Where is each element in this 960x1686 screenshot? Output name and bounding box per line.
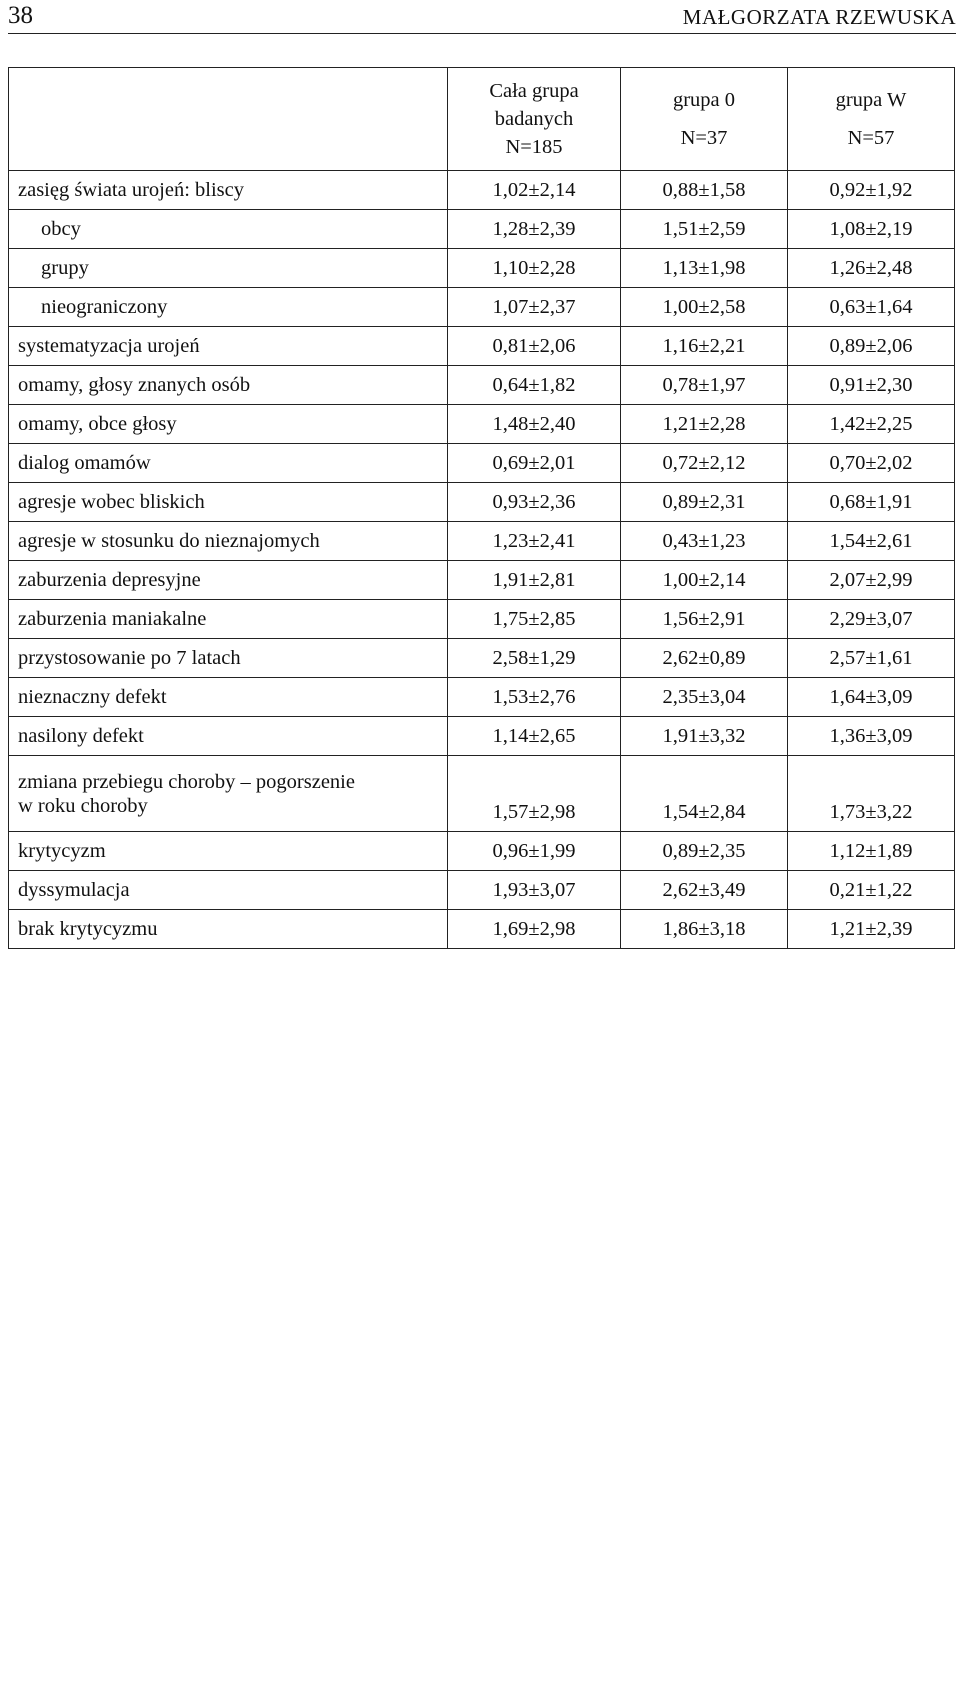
value-cell: 1,54±2,61 [788, 522, 955, 561]
header-line: grupa 0 [672, 89, 736, 111]
value-cell: 0,89±2,06 [788, 327, 955, 366]
value-cell: 1,73±3,22 [788, 756, 955, 832]
table-row [9, 210, 955, 249]
table-row [9, 483, 955, 522]
row-label: krytycyzm [9, 832, 448, 871]
value-cell: 2,29±3,07 [788, 600, 955, 639]
header-line: N=185 [505, 136, 563, 158]
value-cell: 1,69±2,98 [448, 910, 621, 949]
value-cell: 1,10±2,28 [448, 249, 621, 288]
value-cell: 1,36±3,09 [788, 717, 955, 756]
table-row [9, 717, 955, 756]
value-cell: 2,35±3,04 [621, 678, 788, 717]
row-label: nieznaczny defekt [9, 678, 448, 717]
value-cell: 1,16±2,21 [621, 327, 788, 366]
value-cell: 1,64±3,09 [788, 678, 955, 717]
row-label-line: w roku choroby [18, 794, 148, 817]
running-head [8, 0, 956, 34]
row-label: agresje w stosunku do nieznajomych [9, 522, 448, 561]
row-label: zaburzenia depresyjne [9, 561, 448, 600]
value-cell: 1,00±2,58 [621, 288, 788, 327]
value-cell: 2,62±3,49 [621, 871, 788, 910]
value-cell: 0,96±1,99 [448, 832, 621, 871]
value-cell: 1,00±2,14 [621, 561, 788, 600]
value-cell: 1,91±3,32 [621, 717, 788, 756]
header-all-patients [448, 68, 621, 171]
value-cell: 1,26±2,48 [788, 249, 955, 288]
value-cell: 1,12±1,89 [788, 832, 955, 871]
row-label: dyssymulacja [9, 871, 448, 910]
value-cell: 1,28±2,39 [448, 210, 621, 249]
table-row [9, 288, 955, 327]
value-cell: 1,54±2,84 [621, 756, 788, 832]
value-cell: 1,42±2,25 [788, 405, 955, 444]
row-label: agresje wobec bliskich [9, 483, 448, 522]
value-cell: 0,70±2,02 [788, 444, 955, 483]
value-cell: 0,89±2,35 [621, 832, 788, 871]
value-cell: 1,57±2,98 [448, 756, 621, 832]
row-label: dialog omamów [9, 444, 448, 483]
row-label: zaburzenia maniakalne [9, 600, 448, 639]
table-row [9, 832, 955, 871]
value-cell: 1,07±2,37 [448, 288, 621, 327]
page-number: 38 [8, 2, 33, 29]
table-row [9, 678, 955, 717]
header-line: Cała grupa [489, 80, 579, 102]
value-cell: 1,14±2,65 [448, 717, 621, 756]
table-row [9, 522, 955, 561]
table-row [9, 561, 955, 600]
value-cell: 0,21±1,22 [788, 871, 955, 910]
row-label-line: zmiana przebiegu choroby – pogorszenie [18, 770, 355, 793]
value-cell: 0,43±1,23 [621, 522, 788, 561]
header-group-0 [621, 68, 788, 171]
value-cell: 0,93±2,36 [448, 483, 621, 522]
table-row [9, 249, 955, 288]
value-cell: 1,93±3,07 [448, 871, 621, 910]
header-row [9, 68, 955, 171]
value-cell: 0,68±1,91 [788, 483, 955, 522]
table-row [9, 871, 955, 910]
value-cell: 2,58±1,29 [448, 639, 621, 678]
value-cell: 1,21±2,39 [788, 910, 955, 949]
author-name: MAŁGORZATA RZEWUSKA [682, 5, 956, 29]
value-cell: 0,63±1,64 [788, 288, 955, 327]
value-cell: 2,57±1,61 [788, 639, 955, 678]
value-cell: 0,81±2,06 [448, 327, 621, 366]
value-cell: 1,53±2,76 [448, 678, 621, 717]
value-cell: 1,51±2,59 [621, 210, 788, 249]
value-cell: 2,62±0,89 [621, 639, 788, 678]
header-line: N=57 [847, 127, 895, 149]
table-row [9, 327, 955, 366]
value-cell: 1,56±2,91 [621, 600, 788, 639]
row-label: zasięg świata urojeń: bliscy [9, 171, 448, 210]
table-row [9, 405, 955, 444]
row-label: nieograniczony [9, 288, 448, 327]
value-cell: 0,64±1,82 [448, 366, 621, 405]
row-label [9, 756, 448, 832]
header-group-w [788, 68, 955, 171]
row-label: przystosowanie po 7 latach [9, 639, 448, 678]
value-cell: 1,02±2,14 [448, 171, 621, 210]
table-row [9, 600, 955, 639]
table-row [9, 366, 955, 405]
value-cell: 0,72±2,12 [621, 444, 788, 483]
value-cell: 1,91±2,81 [448, 561, 621, 600]
table-row [9, 444, 955, 483]
results-table [8, 67, 955, 949]
table-row [9, 171, 955, 210]
value-cell: 2,07±2,99 [788, 561, 955, 600]
value-cell: 1,23±2,41 [448, 522, 621, 561]
value-cell: 0,92±1,92 [788, 171, 955, 210]
value-cell: 1,48±2,40 [448, 405, 621, 444]
value-cell: 0,88±1,58 [621, 171, 788, 210]
header-line: grupa W [835, 89, 907, 111]
value-cell: 1,08±2,19 [788, 210, 955, 249]
header-empty-cell [9, 68, 448, 171]
value-cell: 0,89±2,31 [621, 483, 788, 522]
value-cell: 1,86±3,18 [621, 910, 788, 949]
value-cell: 1,75±2,85 [448, 600, 621, 639]
value-cell: 0,69±2,01 [448, 444, 621, 483]
value-cell: 0,78±1,97 [621, 366, 788, 405]
value-cell: 0,91±2,30 [788, 366, 955, 405]
header-line: badanych [494, 108, 574, 130]
table-row [9, 756, 955, 832]
row-label: obcy [9, 210, 448, 249]
row-label: grupy [9, 249, 448, 288]
table-row [9, 639, 955, 678]
row-label: omamy, obce głosy [9, 405, 448, 444]
value-cell: 1,13±1,98 [621, 249, 788, 288]
row-label: brak krytycyzmu [9, 910, 448, 949]
value-cell: 1,21±2,28 [621, 405, 788, 444]
header-line: N=37 [680, 127, 728, 149]
row-label: nasilony defekt [9, 717, 448, 756]
table-row [9, 910, 955, 949]
row-label: systematyzacja urojeń [9, 327, 448, 366]
row-label: omamy, głosy znanych osób [9, 366, 448, 405]
